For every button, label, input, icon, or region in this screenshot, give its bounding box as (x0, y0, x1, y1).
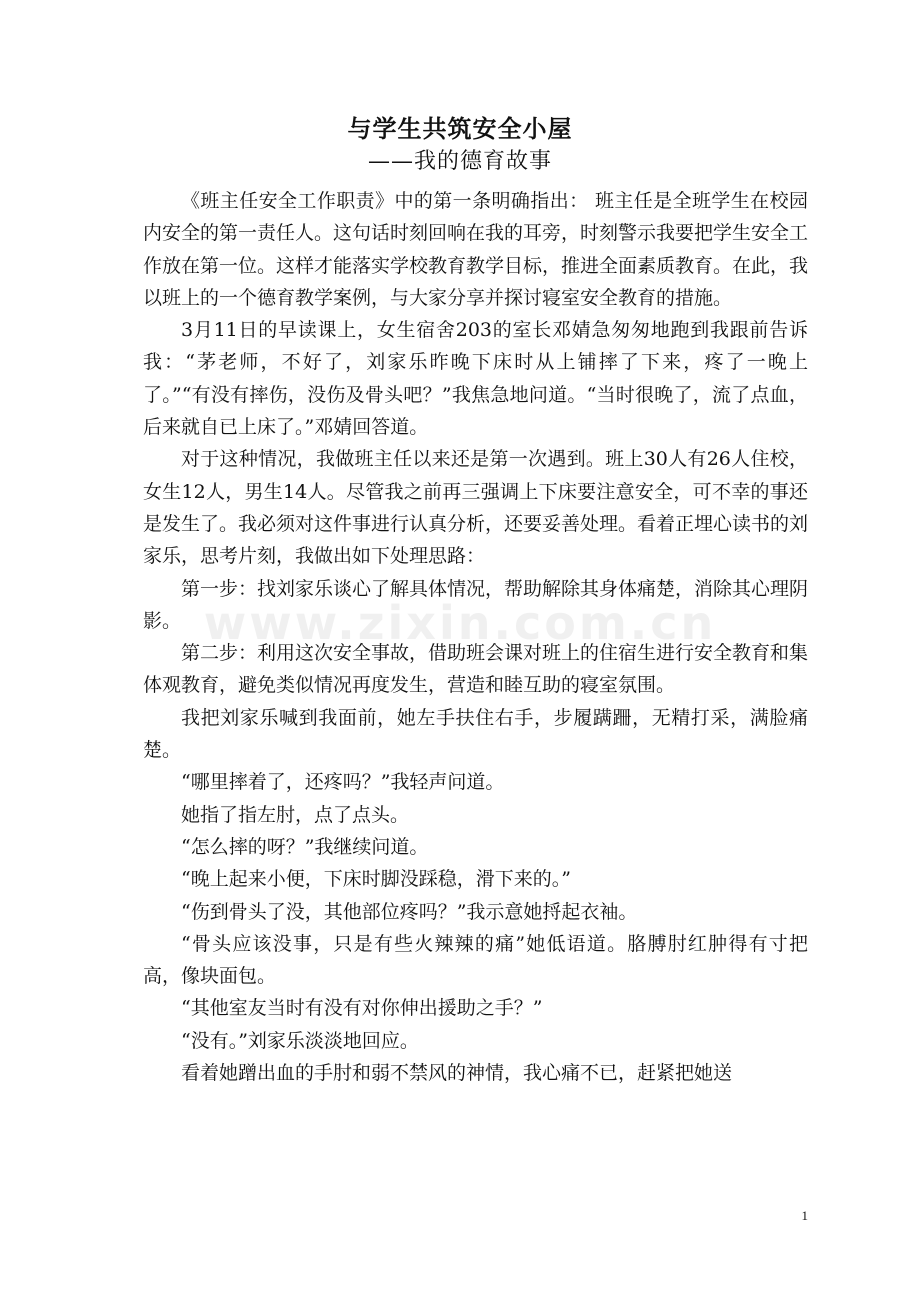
paragraph: “骨头应该没事，只是有些火辣辣的痛”她低语道。胳膊肘红肿得有寸把高，像块面包。 (143, 932, 808, 988)
document-body (143, 185, 808, 1089)
paragraph: “怎么摔的呀？”我继续问道。 (181, 835, 429, 858)
watermark: www.zixin.com.cn (203, 596, 717, 650)
paragraph: 看着她蹭出血的手肘和弱不禁风的神情，我心痛不已，赶紧把她送 (181, 1062, 733, 1085)
paragraph: “其他室友当时有没有对你伸出援助之手？” (181, 997, 543, 1020)
page-number: 1 (801, 1208, 808, 1223)
paragraph: “晚上起来小便，下床时脚没踩稳，滑下来的。” (181, 868, 571, 891)
paragraph: 第二步：利用这次安全事故，借助班会课对班上的住宿生进行安全教育和集体观教育，避免类似情况再度发生，营造和睦互助的寝室氛围。 (143, 642, 809, 697)
paragraph: “没有。”刘家乐淡淡地回应。 (181, 1029, 419, 1052)
paragraph: 对于这种情况，我做班主任以来还是第一次遇到。班上30人有26人住校，女生12人，男生14人。尽管我之前再三强调上下床要注意安全，可不幸的事还是发生了。我必须对这件事进行认真分析，还要妥善处理。看着正埋心读书的刘家乐，思考片刻，我做出如下处理思路： (143, 448, 809, 568)
paragraph: 第一步：找刘家乐谈心了解具体情况，帮助解除其身体痛楚，消除其心理阴影。 (143, 577, 809, 632)
paragraph: 我把刘家乐喊到我面前，她左手扶住右手，步履蹒跚，无精打采，满脸痛楚。 (143, 706, 808, 762)
document-subtitle: ——我的德育故事 (367, 149, 552, 174)
document-title: 与学生共筑安全小屋 (347, 115, 573, 143)
paragraph: 她指了指左肘，点了点头。 (181, 803, 410, 826)
paragraph: 《班主任安全工作职责》中的第一条明确指出： 班主任是全班学生在校园内安全的第一责任人。这句话时刻回响在我的耳旁，时刻警示我要把学生安全工作放在第一位。这样才能落实学校教育教学目标，推进全面素质教育。在此，我以班上的一个德育教学案例，与大家分享并探讨寝室安全教育的措施。 (143, 190, 809, 309)
paragraph: “哪里摔着了，还疼吗？”我轻声问道。 (181, 771, 505, 794)
paragraph: “伤到骨头了没，其他部位疼吗？”我示意她捋起衣袖。 (181, 900, 638, 923)
paragraph: 3月11日的早读课上，女生宿舍203的室长邓婧急匆匆地跑到我跟前告诉我：“茅老师，不好了，刘家乐昨晚下床时从上铺摔了下来，疼了一晚上了。”“有没有摔伤，没伤及骨头吧？”我焦急地问道。“当时很晚了，流了点血，后来就自已上床了。”邓婧回答道。 (143, 319, 808, 439)
